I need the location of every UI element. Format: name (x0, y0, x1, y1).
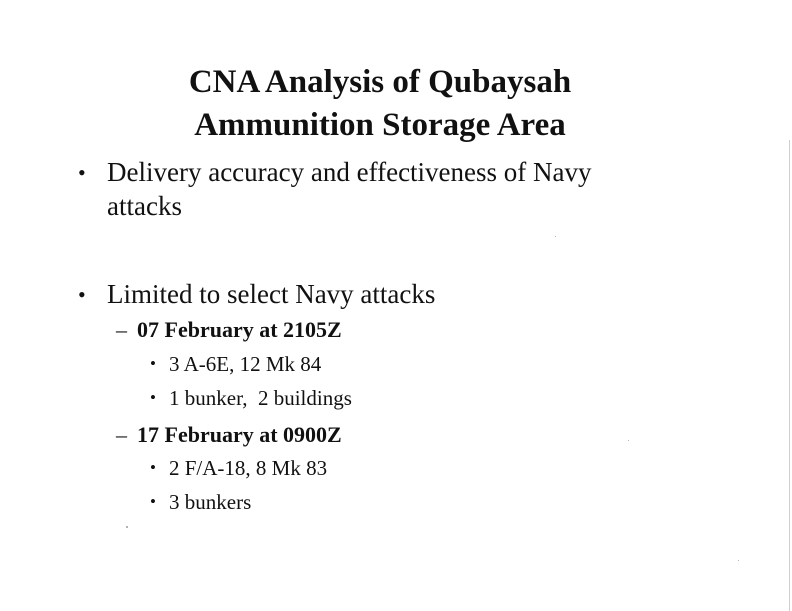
sub-bullet-text: 07 February at 2105Z (137, 317, 342, 342)
bullet-dot-icon: • (150, 388, 156, 407)
dash-marker-icon: – (116, 317, 127, 342)
bullet-dot-icon: • (150, 492, 156, 511)
bullet-dot-icon: • (78, 282, 86, 307)
detail-text: 3 bunkers (169, 490, 252, 514)
detail-text: 1 bunker, 2 buildings (169, 386, 352, 410)
bullet-dot-icon: • (150, 354, 156, 373)
scan-edge-line (789, 140, 790, 611)
dash-marker-icon: – (116, 422, 127, 447)
bullet-text: Limited to select Navy attacks (107, 279, 436, 309)
scan-speck (126, 526, 128, 528)
bullet-dot-icon: • (150, 458, 156, 477)
slide-title-line-1: CNA Analysis of Qubaysah (188, 64, 572, 100)
slide-title-line-2: Ammunition Storage Area (194, 107, 566, 143)
detail-text: 3 A-6E, 12 Mk 84 (169, 352, 322, 376)
detail-text: 2 F/A-18, 8 Mk 83 (169, 456, 328, 480)
sub-bullet-text: 17 February at 0900Z (137, 422, 342, 447)
bullet-text-continuation: attacks (107, 191, 182, 221)
bullet-dot-icon: • (78, 160, 86, 185)
scan-speck (555, 236, 556, 237)
scan-speck (628, 440, 629, 441)
bullet-text: Delivery accuracy and effectiveness of Navy (107, 157, 592, 187)
scan-speck (738, 560, 739, 561)
